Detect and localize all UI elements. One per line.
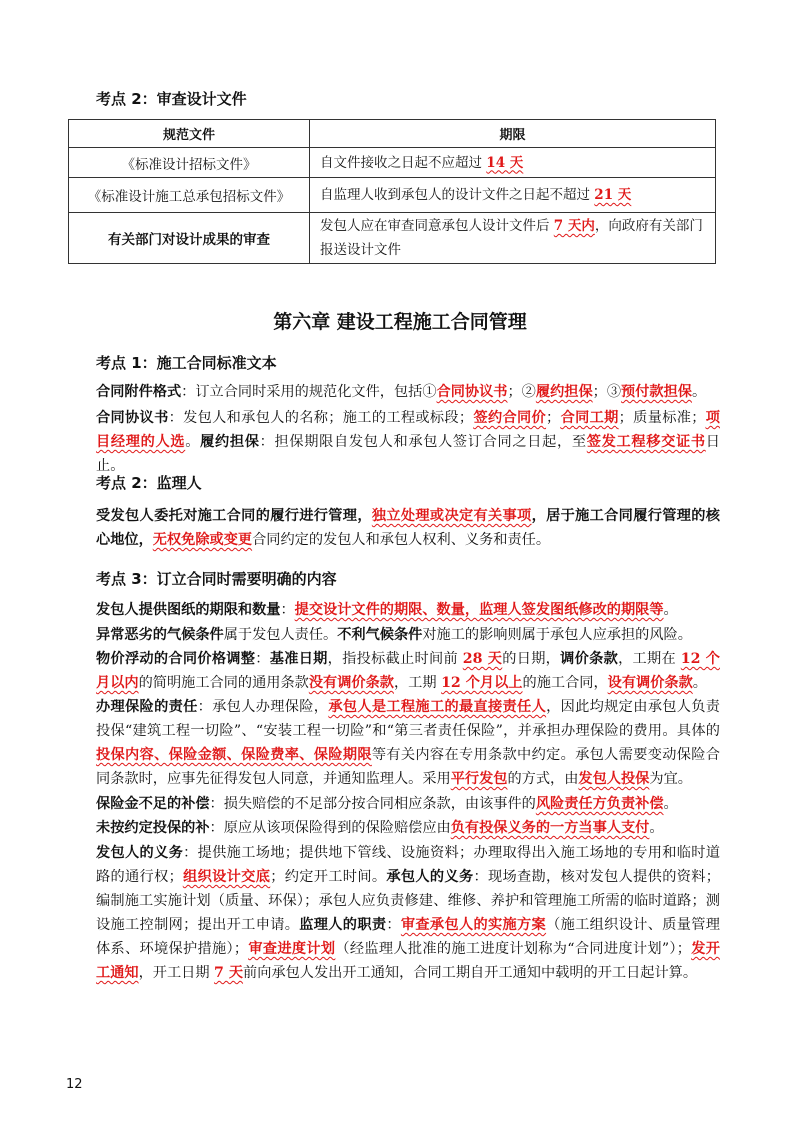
paragraph: 异常恶劣的气候条件属于发包人责任。不利气候条件对施工的影响则属于承包人应承担的风险。: [96, 627, 692, 643]
table-row: [69, 178, 716, 213]
page-number: 12: [66, 1077, 83, 1092]
paragraph: 保险金不足的补偿：损失赔偿的不足部分按合同相应条款，由该事件的风险责任方负责补偿。: [96, 796, 678, 812]
spec-table: [68, 119, 716, 264]
table-header: 规范文件: [69, 120, 310, 148]
paragraph: 办理保险的责任：承包人办理保险，承包人是工程施工的最直接责任人，因此均规定由承包人负责投保“建筑工程一切险”、“安装工程一切险”和“第三者责任保险”，并承担办理保险的费用。具体的投保内容、保险金额、保险费率、保险期限等有关内容在专用条款中约定。承包人需要变动保险合同条款时，应事先征得发包人同意，并通知监理人。采用平行发包的方式，由发包人投保为宜。: [96, 699, 720, 787]
table-cell-doc: 《标准设计招标文件》: [69, 148, 310, 178]
paragraph: 受发包人委托对施工合同的履行进行管理，独立处理或决定有关事项，居于施工合同履行管理的核心地位，无权免除或变更合同约定的发包人和承包人权利、义务和责任。: [96, 508, 720, 548]
section-heading: 考点 2：监理人: [96, 474, 202, 492]
paragraph: 发包人的义务：提供施工场地；提供地下管线、设施资料；办理取得出入施工场地的专用和临时道路的通行权；组织设计交底；约定开工时间。承包人的义务：现场查勘，核对发包人提供的资料；编制施工实施计划（质量、环保）；承包人应负责修建、维修、养护和管理施工所需的临时道路；测设施工控制网；提出开工申请。监理人的职责：审查承包人的实施方案（施工组织设计、质量管理体系、环境保护措施）；审查进度计划（经监理人批准的施工进度计划称为“合同进度计划”）；发开工通知，开工日期 7 天前向承包人发出开工通知，合同工期自开工通知中载明的开工日起计算。: [96, 845, 720, 981]
table-cell-doc: 有关部门对设计成果的审查: [69, 213, 310, 264]
section-heading: 考点 2：审查设计文件: [96, 90, 247, 108]
table-cell-term: 自监理人收到承包人的设计文件之日起不超过 21 天: [310, 178, 716, 213]
paragraph: 合同附件格式：订立合同时采用的规范化文件，包括①合同协议书；②履约担保；③预付款担保。: [96, 384, 707, 400]
paragraph: 物价浮动的合同价格调整：基准日期，指投标截止时间前 28 天的日期，调价条款，工期在 12 个月以内的简明施工合同的通用条款没有调价条款，工期 12 个月以上的施工合同，设有调价条款。: [96, 651, 720, 691]
table-row: [69, 213, 716, 264]
table-header-row: [69, 120, 716, 148]
paragraph: 未按约定投保的补：原应从该项保险得到的保险赔偿应由负有投保义务的一方当事人支付。: [96, 820, 664, 836]
table-row: [69, 148, 716, 178]
table-cell-term: 自文件接收之日起不应超过 14 天: [310, 148, 716, 178]
section-heading: 考点 3：订立合同时需要明确的内容: [96, 570, 337, 588]
table-header: 期限: [310, 120, 716, 148]
table-cell-term: 发包人应在审查同意承包人设计文件后 7 天内，向政府有关部门报送设计文件: [310, 213, 716, 264]
paragraph: 发包人提供图纸的期限和数量：提交设计文件的期限、数量，监理人签发图纸修改的期限等。: [96, 602, 678, 618]
section-heading: 考点 1：施工合同标准文本: [96, 354, 277, 372]
chapter-title: 第六章 建设工程施工合同管理: [273, 311, 527, 333]
table-cell-doc: 《标准设计施工总承包招标文件》: [69, 178, 310, 213]
paragraph: 合同协议书：发包人和承包人的名称；施工的工程或标段；签约合同价；合同工期；质量标准；项目经理的人选。履约担保：担保期限自发包人和承包人签订合同之日起，至签发工程移交证书日止。: [96, 410, 720, 474]
